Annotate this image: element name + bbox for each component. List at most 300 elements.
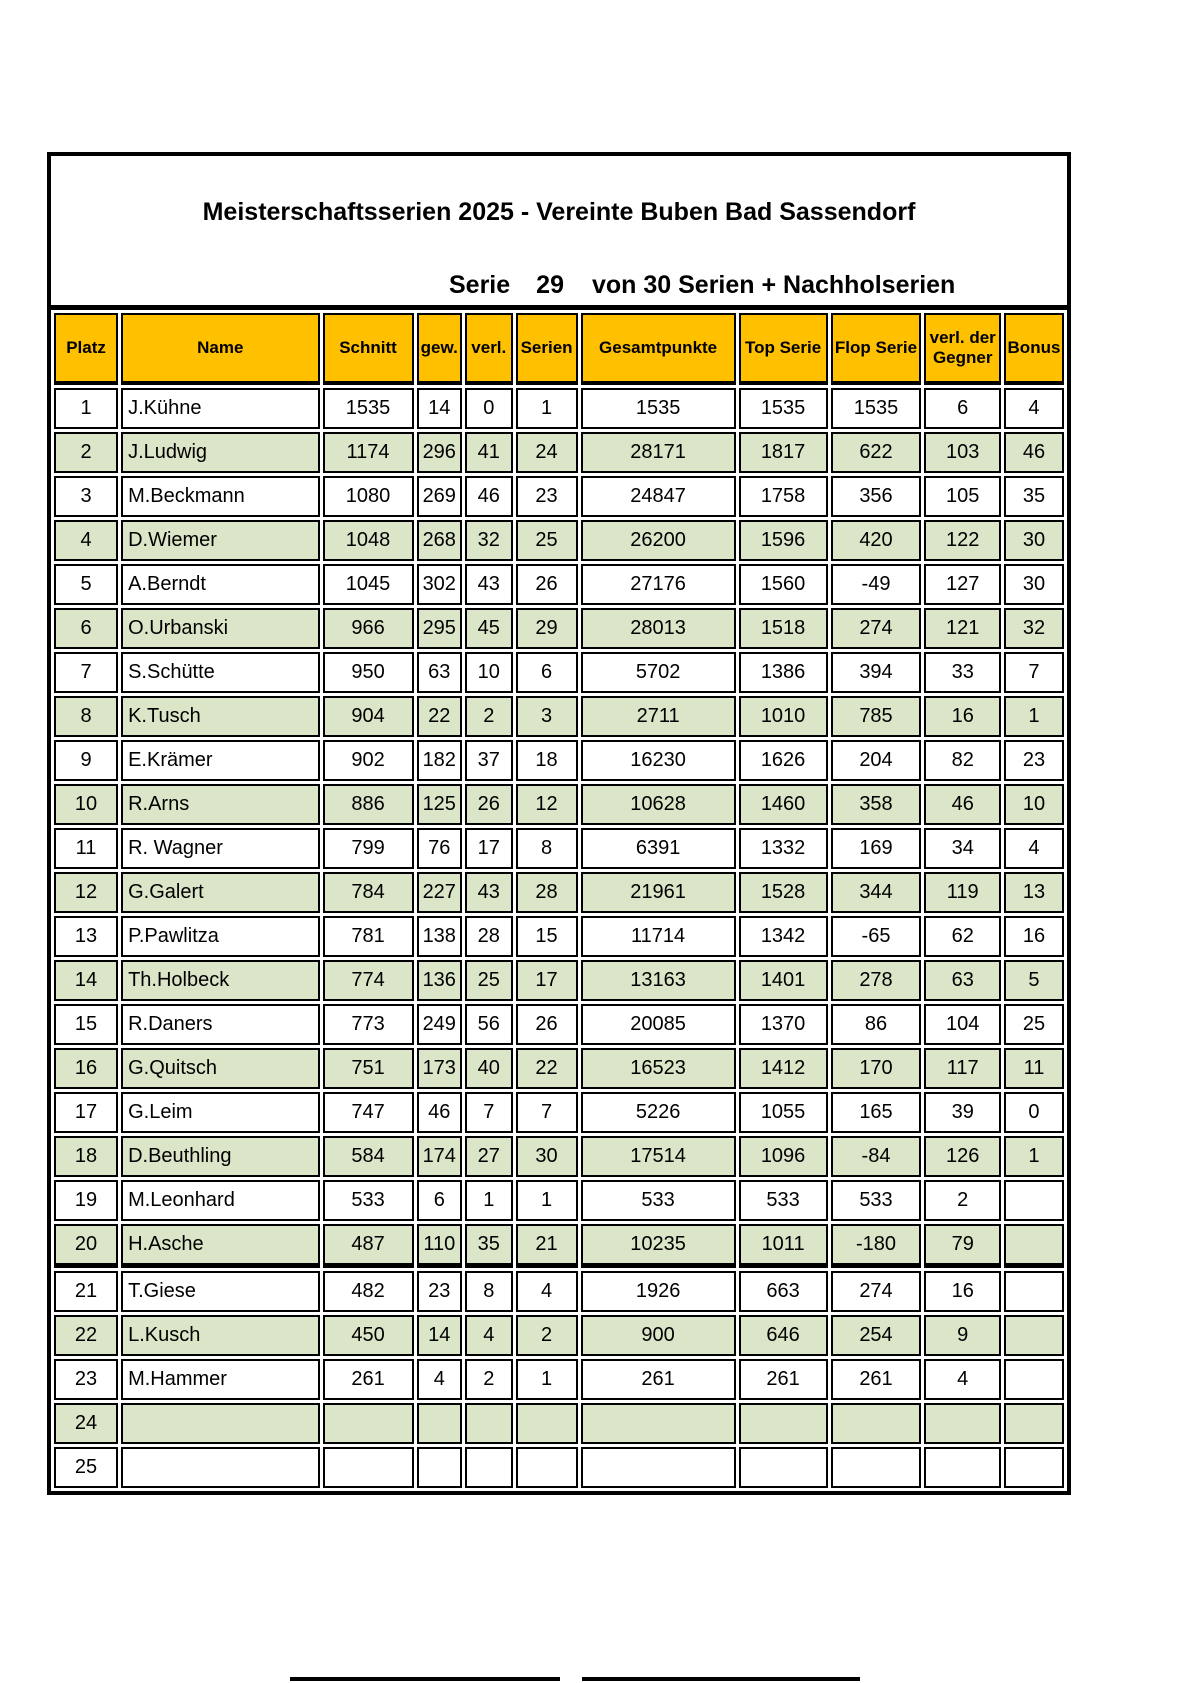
cell-bonus: 32 <box>1004 608 1064 649</box>
cell-schnitt: 774 <box>323 960 414 1001</box>
cell-flop-serie: 622 <box>831 432 922 473</box>
cell-top-serie: 261 <box>739 1359 828 1400</box>
cell-bonus: 30 <box>1004 520 1064 561</box>
cell-bonus: 23 <box>1004 740 1064 781</box>
cell-name: S.Schütte <box>121 652 319 693</box>
cell-top-serie: 1370 <box>739 1004 828 1045</box>
column-header-serien: Serien <box>516 313 578 385</box>
cell-schnitt: 773 <box>323 1004 414 1045</box>
cell-verl: 46 <box>465 476 513 517</box>
cell-flop-serie: 356 <box>831 476 922 517</box>
cell-bonus <box>1004 1180 1064 1221</box>
cell-schnitt: 886 <box>323 784 414 825</box>
cell-verl-der-gegner: 63 <box>924 960 1000 1001</box>
cell-bonus: 35 <box>1004 476 1064 517</box>
cell-name: M.Beckmann <box>121 476 319 517</box>
cell-top-serie: 1386 <box>739 652 828 693</box>
table-row <box>54 1271 1064 1312</box>
cell-flop-serie: 170 <box>831 1048 922 1089</box>
cell-serien: 22 <box>516 1048 578 1089</box>
cell-serien: 17 <box>516 960 578 1001</box>
cell-name: R. Wagner <box>121 828 319 869</box>
cell-schnitt: 261 <box>323 1359 414 1400</box>
cell-verl-der-gegner <box>924 1403 1000 1444</box>
cell-verl: 8 <box>465 1271 513 1312</box>
cell-flop-serie: -180 <box>831 1224 922 1268</box>
cell-verl: 32 <box>465 520 513 561</box>
cell-name: D.Wiemer <box>121 520 319 561</box>
cell-verl-der-gegner: 46 <box>924 784 1000 825</box>
cell-verl: 28 <box>465 916 513 957</box>
cell-bonus <box>1004 1359 1064 1400</box>
cell-rank: 24 <box>54 1403 118 1444</box>
table-row <box>54 1315 1064 1356</box>
cell-schnitt: 482 <box>323 1271 414 1312</box>
cell-gesamtpunkte: 5702 <box>581 652 736 693</box>
cell-verl-der-gegner: 127 <box>924 564 1000 605</box>
cell-name: G.Quitsch <box>121 1048 319 1089</box>
cell-serien: 3 <box>516 696 578 737</box>
cell-schnitt: 487 <box>323 1224 414 1268</box>
cell-verl: 1 <box>465 1180 513 1221</box>
cell-serien: 12 <box>516 784 578 825</box>
cell-gew: 173 <box>417 1048 462 1089</box>
cell-verl: 41 <box>465 432 513 473</box>
cell-serien: 21 <box>516 1224 578 1268</box>
cell-flop-serie: 165 <box>831 1092 922 1133</box>
cell-flop-serie: 533 <box>831 1180 922 1221</box>
cell-name: M.Leonhard <box>121 1180 319 1221</box>
cell-schnitt: 902 <box>323 740 414 781</box>
cell-gesamtpunkte: 27176 <box>581 564 736 605</box>
cell-verl: 35 <box>465 1224 513 1268</box>
cell-serien: 1 <box>516 388 578 429</box>
cell-bonus: 4 <box>1004 388 1064 429</box>
cell-top-serie: 1412 <box>739 1048 828 1089</box>
cell-rank: 18 <box>54 1136 118 1177</box>
cell-flop-serie: -49 <box>831 564 922 605</box>
cell-bonus: 11 <box>1004 1048 1064 1089</box>
cell-gew: 6 <box>417 1180 462 1221</box>
column-header-flop-serie: Flop Serie <box>831 313 922 385</box>
cell-name <box>121 1403 319 1444</box>
series-suffix: von 30 Serien + Nachholserien <box>591 271 956 299</box>
cell-serien: 26 <box>516 1004 578 1045</box>
table-row <box>54 564 1064 605</box>
cell-serien: 25 <box>516 520 578 561</box>
column-header-verl: verl. <box>465 313 513 385</box>
table-row <box>54 872 1064 913</box>
series-subtitle <box>449 271 1067 300</box>
cell-verl-der-gegner: 62 <box>924 916 1000 957</box>
cell-bonus <box>1004 1224 1064 1268</box>
cell-schnitt <box>323 1403 414 1444</box>
cell-verl <box>465 1403 513 1444</box>
cell-gew <box>417 1447 462 1488</box>
cell-gesamtpunkte <box>581 1447 736 1488</box>
cell-gew: 22 <box>417 696 462 737</box>
cell-bonus: 25 <box>1004 1004 1064 1045</box>
cell-serien: 2 <box>516 1315 578 1356</box>
column-header-top-serie: Top Serie <box>739 313 828 385</box>
cell-bonus: 13 <box>1004 872 1064 913</box>
cell-bonus: 46 <box>1004 432 1064 473</box>
cell-gew: 23 <box>417 1271 462 1312</box>
cell-rank: 15 <box>54 1004 118 1045</box>
cell-gesamtpunkte: 28013 <box>581 608 736 649</box>
cell-serien: 1 <box>516 1359 578 1400</box>
table-row <box>54 740 1064 781</box>
cell-rank: 2 <box>54 432 118 473</box>
cell-verl-der-gegner: 2 <box>924 1180 1000 1221</box>
cell-verl: 40 <box>465 1048 513 1089</box>
column-header-gesamtpunkte: Gesamtpunkte <box>581 313 736 385</box>
cell-verl-der-gegner: 121 <box>924 608 1000 649</box>
table-row <box>54 828 1064 869</box>
table-row <box>54 1092 1064 1133</box>
cell-schnitt: 966 <box>323 608 414 649</box>
cell-verl: 7 <box>465 1092 513 1133</box>
cell-serien: 1 <box>516 1180 578 1221</box>
cell-flop-serie: 261 <box>831 1359 922 1400</box>
cell-gew: 136 <box>417 960 462 1001</box>
cell-verl-der-gegner: 4 <box>924 1359 1000 1400</box>
table-row <box>54 784 1064 825</box>
cell-schnitt: 1080 <box>323 476 414 517</box>
cell-gew: 182 <box>417 740 462 781</box>
cell-bonus: 0 <box>1004 1092 1064 1133</box>
cell-verl: 2 <box>465 696 513 737</box>
cell-name: E.Krämer <box>121 740 319 781</box>
cell-top-serie: 663 <box>739 1271 828 1312</box>
cell-top-serie: 1518 <box>739 608 828 649</box>
cell-gew: 46 <box>417 1092 462 1133</box>
cell-name: H.Asche <box>121 1224 319 1268</box>
standings-body <box>54 388 1064 1488</box>
cell-verl: 4 <box>465 1315 513 1356</box>
cell-flop-serie: 420 <box>831 520 922 561</box>
cell-serien: 4 <box>516 1271 578 1312</box>
cell-rank: 23 <box>54 1359 118 1400</box>
cell-top-serie: 1010 <box>739 696 828 737</box>
cell-verl-der-gegner <box>924 1447 1000 1488</box>
cell-name: D.Beuthling <box>121 1136 319 1177</box>
cell-schnitt: 1174 <box>323 432 414 473</box>
cell-gew: 295 <box>417 608 462 649</box>
cell-top-serie: 1332 <box>739 828 828 869</box>
cell-bonus: 5 <box>1004 960 1064 1001</box>
cell-gesamtpunkte: 11714 <box>581 916 736 957</box>
cell-top-serie: 1096 <box>739 1136 828 1177</box>
table-row <box>54 1359 1064 1400</box>
cell-flop-serie: 204 <box>831 740 922 781</box>
table-row <box>54 1004 1064 1045</box>
cell-rank: 21 <box>54 1271 118 1312</box>
column-header-schnitt: Schnitt <box>323 313 414 385</box>
cell-gesamtpunkte: 24847 <box>581 476 736 517</box>
cell-gew: 174 <box>417 1136 462 1177</box>
cell-gesamtpunkte: 261 <box>581 1359 736 1400</box>
cell-name: T.Giese <box>121 1271 319 1312</box>
cell-bonus <box>1004 1447 1064 1488</box>
cell-name: J.Kühne <box>121 388 319 429</box>
page-break-artifact <box>582 1677 860 1681</box>
cell-gesamtpunkte: 16230 <box>581 740 736 781</box>
cell-top-serie: 1342 <box>739 916 828 957</box>
cell-serien: 29 <box>516 608 578 649</box>
header-row <box>54 313 1064 385</box>
column-header-name: Name <box>121 313 319 385</box>
column-header-gew: gew. <box>417 313 462 385</box>
cell-rank: 13 <box>54 916 118 957</box>
cell-top-serie: 1596 <box>739 520 828 561</box>
cell-verl-der-gegner: 16 <box>924 696 1000 737</box>
cell-verl: 26 <box>465 784 513 825</box>
cell-verl-der-gegner: 82 <box>924 740 1000 781</box>
cell-schnitt: 533 <box>323 1180 414 1221</box>
cell-name: R.Arns <box>121 784 319 825</box>
page-break-artifact <box>290 1677 560 1681</box>
cell-top-serie: 1401 <box>739 960 828 1001</box>
cell-gesamtpunkte: 5226 <box>581 1092 736 1133</box>
cell-serien: 18 <box>516 740 578 781</box>
table-row <box>54 608 1064 649</box>
cell-name: P.Pawlitza <box>121 916 319 957</box>
standings-table <box>51 310 1067 1491</box>
cell-rank: 8 <box>54 696 118 737</box>
cell-rank: 17 <box>54 1092 118 1133</box>
cell-verl: 37 <box>465 740 513 781</box>
cell-gew: 302 <box>417 564 462 605</box>
cell-schnitt: 781 <box>323 916 414 957</box>
cell-gew <box>417 1403 462 1444</box>
cell-gew: 296 <box>417 432 462 473</box>
cell-gew: 138 <box>417 916 462 957</box>
cell-serien: 23 <box>516 476 578 517</box>
cell-schnitt: 784 <box>323 872 414 913</box>
cell-rank: 6 <box>54 608 118 649</box>
cell-serien <box>516 1403 578 1444</box>
cell-verl-der-gegner: 6 <box>924 388 1000 429</box>
cell-top-serie: 533 <box>739 1180 828 1221</box>
table-row <box>54 652 1064 693</box>
cell-gesamtpunkte: 900 <box>581 1315 736 1356</box>
cell-bonus: 4 <box>1004 828 1064 869</box>
cell-flop-serie: 358 <box>831 784 922 825</box>
cell-flop-serie: 278 <box>831 960 922 1001</box>
cell-name <box>121 1447 319 1488</box>
cell-gew: 268 <box>417 520 462 561</box>
cell-gesamtpunkte <box>581 1403 736 1444</box>
cell-rank: 10 <box>54 784 118 825</box>
cell-serien: 28 <box>516 872 578 913</box>
cell-flop-serie: -84 <box>831 1136 922 1177</box>
cell-verl-der-gegner: 122 <box>924 520 1000 561</box>
cell-gew: 14 <box>417 1315 462 1356</box>
cell-schnitt: 799 <box>323 828 414 869</box>
cell-gew: 76 <box>417 828 462 869</box>
cell-top-serie: 1528 <box>739 872 828 913</box>
cell-gew: 249 <box>417 1004 462 1045</box>
cell-gesamtpunkte: 13163 <box>581 960 736 1001</box>
cell-rank: 14 <box>54 960 118 1001</box>
cell-schnitt <box>323 1447 414 1488</box>
cell-flop-serie: 1535 <box>831 388 922 429</box>
cell-verl-der-gegner: 79 <box>924 1224 1000 1268</box>
cell-gesamtpunkte: 26200 <box>581 520 736 561</box>
cell-gesamtpunkte: 21961 <box>581 872 736 913</box>
cell-name: O.Urbanski <box>121 608 319 649</box>
cell-bonus <box>1004 1403 1064 1444</box>
cell-verl: 27 <box>465 1136 513 1177</box>
cell-flop-serie: 394 <box>831 652 922 693</box>
cell-name: G.Galert <box>121 872 319 913</box>
cell-top-serie: 1560 <box>739 564 828 605</box>
cell-serien: 26 <box>516 564 578 605</box>
cell-verl-der-gegner: 126 <box>924 1136 1000 1177</box>
cell-top-serie <box>739 1403 828 1444</box>
cell-rank: 25 <box>54 1447 118 1488</box>
cell-schnitt: 1045 <box>323 564 414 605</box>
cell-schnitt: 584 <box>323 1136 414 1177</box>
cell-gesamtpunkte: 6391 <box>581 828 736 869</box>
cell-serien <box>516 1447 578 1488</box>
cell-bonus: 30 <box>1004 564 1064 605</box>
cell-gew: 227 <box>417 872 462 913</box>
cell-bonus: 1 <box>1004 1136 1064 1177</box>
cell-name: G.Leim <box>121 1092 319 1133</box>
table-row <box>54 476 1064 517</box>
cell-verl: 2 <box>465 1359 513 1400</box>
cell-name: K.Tusch <box>121 696 319 737</box>
cell-verl: 0 <box>465 388 513 429</box>
cell-schnitt: 450 <box>323 1315 414 1356</box>
cell-verl-der-gegner: 33 <box>924 652 1000 693</box>
cell-gew: 269 <box>417 476 462 517</box>
table-row <box>54 696 1064 737</box>
column-header-bonus: Bonus <box>1004 313 1064 385</box>
cell-rank: 1 <box>54 388 118 429</box>
cell-gesamtpunkte: 20085 <box>581 1004 736 1045</box>
cell-serien: 8 <box>516 828 578 869</box>
cell-top-serie: 1055 <box>739 1092 828 1133</box>
title-block <box>51 156 1067 310</box>
cell-gesamtpunkte: 2711 <box>581 696 736 737</box>
cell-rank: 20 <box>54 1224 118 1268</box>
cell-bonus <box>1004 1315 1064 1356</box>
table-row <box>54 960 1064 1001</box>
cell-gew: 63 <box>417 652 462 693</box>
cell-flop-serie: 254 <box>831 1315 922 1356</box>
cell-rank: 4 <box>54 520 118 561</box>
results-sheet-frame <box>47 152 1071 1495</box>
table-row <box>54 1224 1064 1268</box>
column-header-verl-der-gegner: verl. der Gegner <box>924 313 1000 385</box>
cell-name: Th.Holbeck <box>121 960 319 1001</box>
cell-gesamtpunkte: 17514 <box>581 1136 736 1177</box>
table-row <box>54 388 1064 429</box>
cell-verl-der-gegner: 9 <box>924 1315 1000 1356</box>
cell-flop-serie: 86 <box>831 1004 922 1045</box>
cell-verl-der-gegner: 103 <box>924 432 1000 473</box>
cell-gew: 4 <box>417 1359 462 1400</box>
cell-verl-der-gegner: 34 <box>924 828 1000 869</box>
cell-verl-der-gegner: 119 <box>924 872 1000 913</box>
series-label: Serie <box>449 271 511 299</box>
table-row <box>54 1136 1064 1177</box>
cell-bonus: 1 <box>1004 696 1064 737</box>
cell-bonus: 16 <box>1004 916 1064 957</box>
cell-top-serie <box>739 1447 828 1488</box>
cell-flop-serie: 169 <box>831 828 922 869</box>
cell-top-serie: 1817 <box>739 432 828 473</box>
cell-gesamtpunkte: 28171 <box>581 432 736 473</box>
cell-verl: 56 <box>465 1004 513 1045</box>
cell-flop-serie <box>831 1403 922 1444</box>
cell-serien: 30 <box>516 1136 578 1177</box>
series-number: 29 <box>536 271 564 299</box>
cell-schnitt: 950 <box>323 652 414 693</box>
table-row <box>54 1403 1064 1444</box>
cell-verl-der-gegner: 16 <box>924 1271 1000 1312</box>
cell-rank: 9 <box>54 740 118 781</box>
cell-schnitt: 751 <box>323 1048 414 1089</box>
cell-name: R.Daners <box>121 1004 319 1045</box>
cell-gew: 110 <box>417 1224 462 1268</box>
cell-name: M.Hammer <box>121 1359 319 1400</box>
cell-gesamtpunkte: 10628 <box>581 784 736 825</box>
cell-flop-serie: 785 <box>831 696 922 737</box>
cell-gesamtpunkte: 16523 <box>581 1048 736 1089</box>
cell-name: A.Berndt <box>121 564 319 605</box>
page-title: Meisterschaftsserien 2025 - Vereinte Buben Bad Sassendorf <box>202 198 916 226</box>
cell-serien: 7 <box>516 1092 578 1133</box>
cell-flop-serie: 274 <box>831 1271 922 1312</box>
cell-schnitt: 1535 <box>323 388 414 429</box>
cell-verl-der-gegner: 105 <box>924 476 1000 517</box>
table-row <box>54 1048 1064 1089</box>
column-header-platz: Platz <box>54 313 118 385</box>
cell-verl <box>465 1447 513 1488</box>
cell-verl: 25 <box>465 960 513 1001</box>
cell-rank: 19 <box>54 1180 118 1221</box>
table-row <box>54 520 1064 561</box>
cell-rank: 11 <box>54 828 118 869</box>
cell-verl: 45 <box>465 608 513 649</box>
cell-top-serie: 1758 <box>739 476 828 517</box>
table-row <box>54 1180 1064 1221</box>
table-row <box>54 1447 1064 1488</box>
cell-schnitt: 747 <box>323 1092 414 1133</box>
cell-flop-serie: 274 <box>831 608 922 649</box>
cell-bonus <box>1004 1271 1064 1312</box>
cell-schnitt: 1048 <box>323 520 414 561</box>
cell-rank: 22 <box>54 1315 118 1356</box>
cell-rank: 5 <box>54 564 118 605</box>
cell-flop-serie <box>831 1447 922 1488</box>
cell-rank: 16 <box>54 1048 118 1089</box>
cell-gesamtpunkte: 533 <box>581 1180 736 1221</box>
table-row <box>54 432 1064 473</box>
cell-verl: 43 <box>465 872 513 913</box>
cell-top-serie: 1535 <box>739 388 828 429</box>
cell-gesamtpunkte: 1926 <box>581 1271 736 1312</box>
cell-verl: 10 <box>465 652 513 693</box>
cell-bonus: 10 <box>1004 784 1064 825</box>
cell-serien: 15 <box>516 916 578 957</box>
cell-verl: 17 <box>465 828 513 869</box>
table-row <box>54 916 1064 957</box>
